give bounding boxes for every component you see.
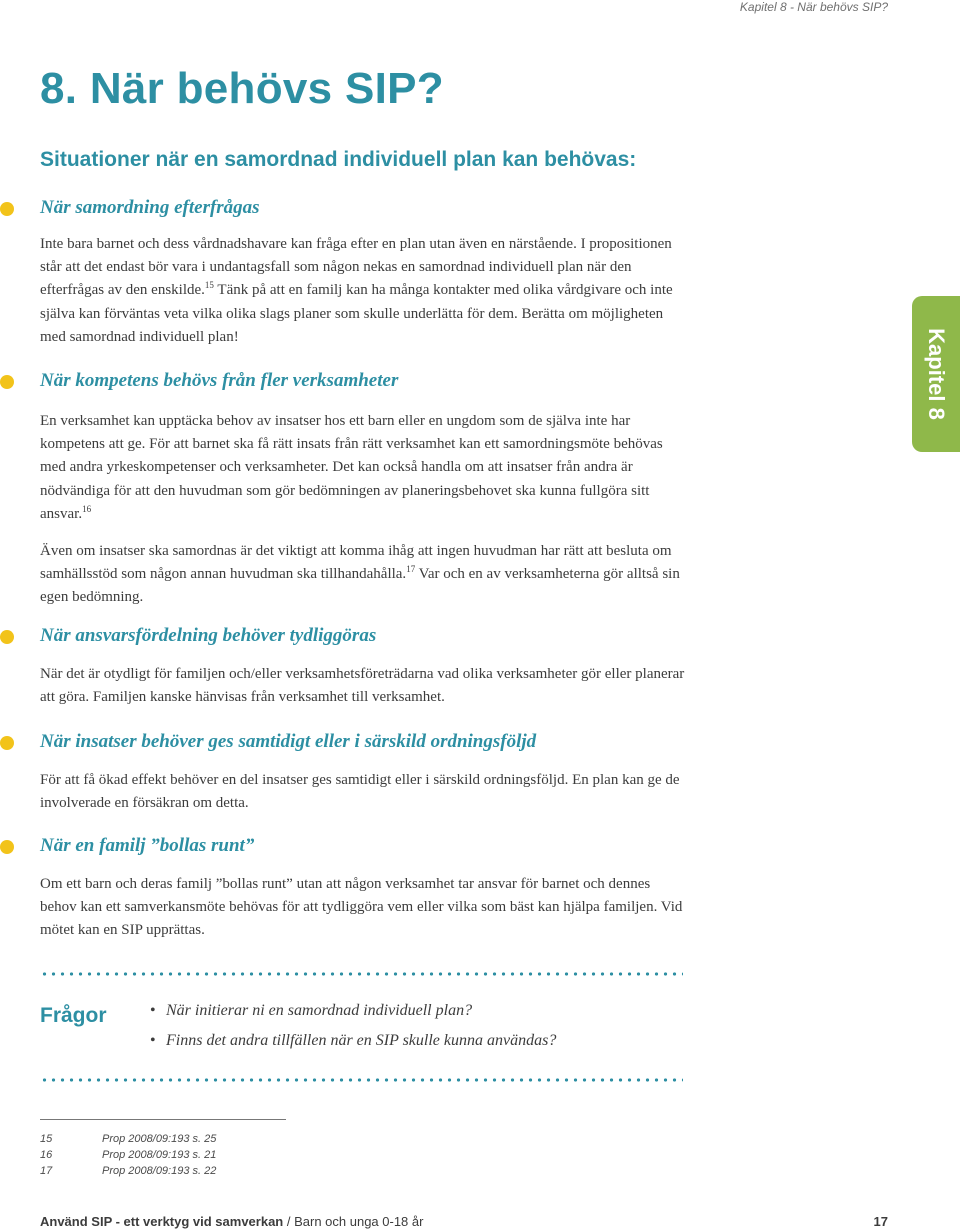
questions-label: Frågor xyxy=(40,1004,107,1027)
paragraph xyxy=(40,233,690,349)
bullet-dot-icon xyxy=(0,840,14,854)
paragraph-text: Inte bara barnet och dess vårdnadshavare kan fråga efter en plan utan även en närstående. I propositionen står att det endast bör vara i undantagsfall som någon nekas en samordnad individuell plan när den efterfrågas av den enskilde. xyxy=(40,236,672,299)
bullet-dot-icon xyxy=(0,736,14,750)
bullet-dot-icon xyxy=(0,375,14,389)
section-heading: När en familj ”bollas runt” xyxy=(40,835,690,861)
page-number: 17 xyxy=(873,1214,888,1229)
paragraph xyxy=(40,540,690,610)
section-heading: När insatser behöver ges samtidigt eller i särskild ordningsföljd xyxy=(40,731,690,757)
chapter-title: 8. När behövs SIP? xyxy=(40,64,444,113)
paragraph xyxy=(40,873,690,943)
section-intro: Situationer när en samordnad individuell plan kan behövas: xyxy=(40,148,637,171)
paragraph-text: När det är otydligt för familjen och/eller verksamhetsföreträdarna vad olika verksamheter gör eller planerar att göra. Familjen kanske hänvisas från verksamhet till verksamhet. xyxy=(40,666,685,706)
section-samtidigt xyxy=(40,731,690,815)
section-samordning xyxy=(40,197,690,349)
footnote: 16 Prop 2008/09:193 s. 21 xyxy=(40,1149,217,1161)
footnote-ref: 15 xyxy=(204,280,214,291)
footnote: 17 Prop 2008/09:193 s. 22 xyxy=(40,1165,217,1177)
dotted-divider xyxy=(40,972,683,976)
footnotes xyxy=(40,1133,216,1181)
paragraph-text: Var och en av verksamheterna gör alltså sin egen bedömning. xyxy=(40,566,680,606)
paragraph-text: Om ett barn och deras familj ”bollas runt” utan att någon verksamhet tar ansvar för barnet och dennes behov kan ett samverkansmöte behövas för att tydliggöra vem eller vilka som bäst kan hjälpa familjen. Vid mötet kan en SIP upprättas. xyxy=(40,876,683,939)
section-ansvarsfordelning xyxy=(40,625,690,709)
running-head: Kapitel 8 - När behövs SIP? xyxy=(739,0,888,14)
chapter-tab-label: Kapitel 8 xyxy=(924,328,949,420)
section-kompetens xyxy=(40,370,690,610)
paragraph-text: Även om insatser ska samordnas är det viktigt att komma ihåg att ingen huvudman har rätt att besluta om samhällsstöd som någon annan huvudman ska tillhandahålla. xyxy=(40,543,672,583)
paragraph-text: För att få ökad effekt behöver en del insatser ges samtidigt eller i särskild ordningsföljd. En plan kan ge de involverade en försäkran om detta. xyxy=(40,772,680,812)
paragraph xyxy=(40,663,690,709)
section-heading: När kompetens behövs från fler verksamheter xyxy=(40,370,690,396)
section-heading: När ansvarsfördelning behöver tydliggöras xyxy=(40,625,690,651)
question-item: • När initierar ni en samordnad individuell plan? xyxy=(150,1002,556,1032)
dotted-divider xyxy=(40,1078,683,1082)
chapter-side-tab xyxy=(912,296,960,452)
paragraph xyxy=(40,410,690,526)
footnote-ref: 16 xyxy=(82,503,92,514)
footnote: 15 Prop 2008/09:193 s. 25 xyxy=(40,1133,217,1145)
paragraph-text: En verksamhet kan upptäcka behov av insatser hos ett barn eller en ungdom som de själva inte har kompetens att ge. För att barnet ska få rätt insats från rätt verksamhet kan ett samordningsmöte behövas med andra yrkeskompetenser och verksamheter. Det kan också handla om att insatser från andra är nödvändiga för att den huvudman som gör bedömningen av planeringsbehovet ska kunna fullgöra sitt ansvar. xyxy=(40,413,663,522)
footnote-ref: 17 xyxy=(406,564,416,575)
bullet-dot-icon xyxy=(0,630,14,644)
section-heading: När samordning efterfrågas xyxy=(40,197,690,223)
footer-title: Använd SIP - ett verktyg vid samverkan / Barn och unga 0-18 år xyxy=(40,1214,424,1229)
paragraph-text: Tänk på att en familj kan ha många kontakter med olika vårdgivare och inte själva kan förväntas veta vilka olika slags planer som skulle underlätta för dem. Berätta om möjligheten med samordnad individuell plan! xyxy=(40,282,673,345)
question-item: • Finns det andra tillfällen när en SIP skulle kunna användas? xyxy=(150,1032,556,1062)
bullet-dot-icon xyxy=(0,202,14,216)
footnote-rule xyxy=(40,1119,286,1120)
paragraph xyxy=(40,769,690,815)
section-bollas-runt xyxy=(40,835,690,943)
questions-list xyxy=(150,1002,556,1062)
